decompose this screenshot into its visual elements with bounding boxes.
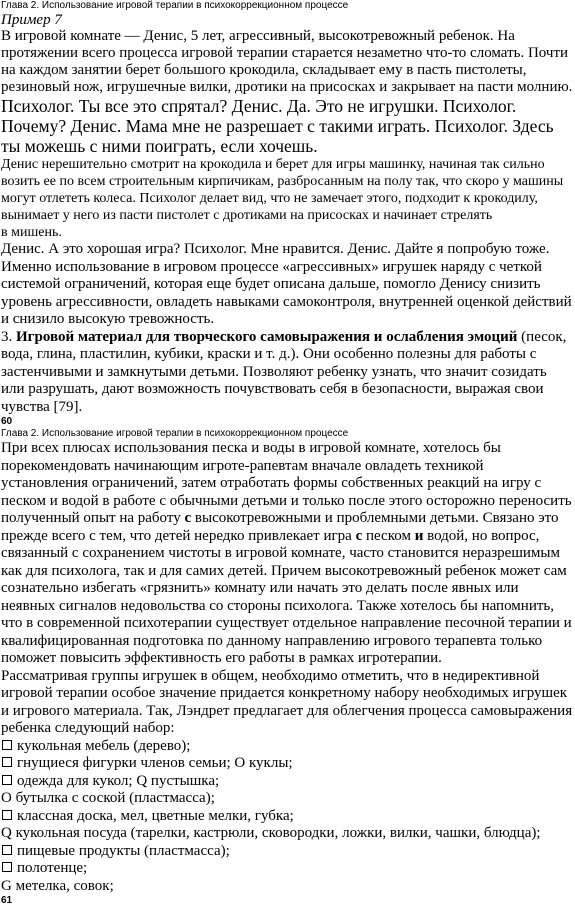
sand-water-paragraph xyxy=(1,440,573,668)
book-spread xyxy=(1,0,573,907)
chapter-header: Глава 2. Использование игровой терапии в психокоррекционном процессе xyxy=(1,428,349,439)
sand-water-text-d: песком xyxy=(365,527,411,544)
list-item: Q кукольная посуда (тарелки, кастрюли, сковородки, ложки, вилки, чашки, блюдца); xyxy=(1,825,541,841)
list-item: полотенце; xyxy=(1,860,573,878)
list-item: гнущиеся фигурки членов семьи; О куклы; xyxy=(1,755,573,773)
item-heading: Игровой материал для творческого самовыражения и ослабления эмоций xyxy=(16,328,518,345)
page-number: 60 xyxy=(1,416,13,427)
case-description-paragraph: В игровой комнате — Денис, 5 лет, агрессивный, высокотревожный ребенок. На протяжении всего процесса игровой терапии старается незаметно что-то сломать. Почти на каждом занятии берет большого крокодила, складывает ему в пасть пистолеты, резиновый нож, игрушечные вилки, дротики на присосках и закрывает на пасти молнию. xyxy=(1,28,573,95)
toy-list xyxy=(1,738,573,896)
example-title: Пример 7 xyxy=(1,12,62,28)
material-group-3-paragraph xyxy=(1,329,573,417)
dialog-paragraph: Психолог. Ты все это спрятал? Денис. Да. Это не игрушки. Психолог. Почему? Денис. Мама мне не разрешает с такими играть. Психолог. Здесь ты можешь с ними поиграть, если хочешь. xyxy=(1,96,554,156)
bold-preposition: с xyxy=(355,527,363,544)
list-item: О бутылка с соской (пластмасса); xyxy=(1,790,215,806)
list-item: G метелка, совок; xyxy=(1,877,114,894)
case-continuation-paragraph xyxy=(1,156,573,241)
sand-water-text-e: водой, но вопрос, связанный с сохранением чистоты в игровой комнате, часто становится неразрешимым как для психолога, так и для самих детей. Причем высокотревожный ребенок может сам сознательно избегать «грязнить» комнату или начать это делать после явных или неявных сигналов недовольства со стороны психолога. Также хотелось бы напомнить, что в современной психотерапии существует отдельное направление песочной терапии и квалифицированная подготовка по данному направлению игрового терапевта только поможет повысить эффективность его работы в рамках игротерапии. xyxy=(1,527,572,666)
sand-water-text-b: высокотревожными и проблемными детьми. Связано это прежде всего с тем, что детей нередко привлекает игра xyxy=(1,510,559,544)
list-item: пищевые продукты (пластмасса); xyxy=(1,843,573,861)
bold-preposition: с xyxy=(184,510,192,526)
list-item: классная доска, мел, цветные мелки, губка; xyxy=(1,808,573,826)
toy-set-intro-paragraph: Рассматривая группы игрушек в общем, необходимо отметить, что в недирективной игровой терапии особое значение придается конкретному набору необходимых игрушек и игрового материала. Так, Лэндрет предлагает для облегчения процесса самовыражения ребенка следующий набор: xyxy=(1,667,573,736)
list-item: одежда для кукол; Q пустышка; xyxy=(1,773,573,791)
chapter-header: Глава 2. Использование игровой терапии в психокоррекционном процессе xyxy=(1,0,349,11)
sand-water-text-a: При всех плюсах использования песка и воды в игровой комнате, хотелось бы порекомендовать начинающим игроте-рапевтам вначале овладеть техникой установления ограничений, затем отработать формы собственных реакций на игру с песком и водой в работе с обычными детьми и только после этого осторожно переносить полученный опыт на работу xyxy=(1,440,572,526)
case-continuation-text: Денис нерешительно смотрит на крокодила и берет для игры машинку, начиная так сильно возить ее по всем строительным кирпичикам, разбросанным на полу так, что скоро у машины могут отлететь колеса. Психолог делает вид, что не замечает этого, подходит к крокодилу, вынимает у него из пасти пистолет с дротиками на присосках и начинает стрелять xyxy=(1,157,564,223)
page-number: 61 xyxy=(1,895,13,906)
item-number: 3. xyxy=(1,328,13,345)
list-item: кукольная мебель (дерево); xyxy=(1,738,573,756)
case-continuation-tail: в мишень. xyxy=(1,225,62,240)
item-text: (песок, вода, глина, пластилин, кубики, краски и т. д.). Они особенно полезны для работы с застенчивыми и замкнутыми детьми. Позволяют ребенку узнать, что значит созидать или разрушать, дают возможность почувствовать себя в безопасности, выражая свои чувства [79]. xyxy=(1,328,567,415)
conclusion-paragraph: Денис. А это хорошая игра? Психолог. Мне нравится. Денис. Дайте я попробую тоже. Именно использование в игровом процессе «агрессивных» игрушек наряду с четкой системой ограничений, которая еще будет описана дальше, помогло Денису снизить уровень агрессивности, овладеть навыками самоконтроля, внутренней оценкой действий и снизило высокую тревожность. xyxy=(1,241,572,327)
bold-conjunction: и xyxy=(414,527,424,544)
